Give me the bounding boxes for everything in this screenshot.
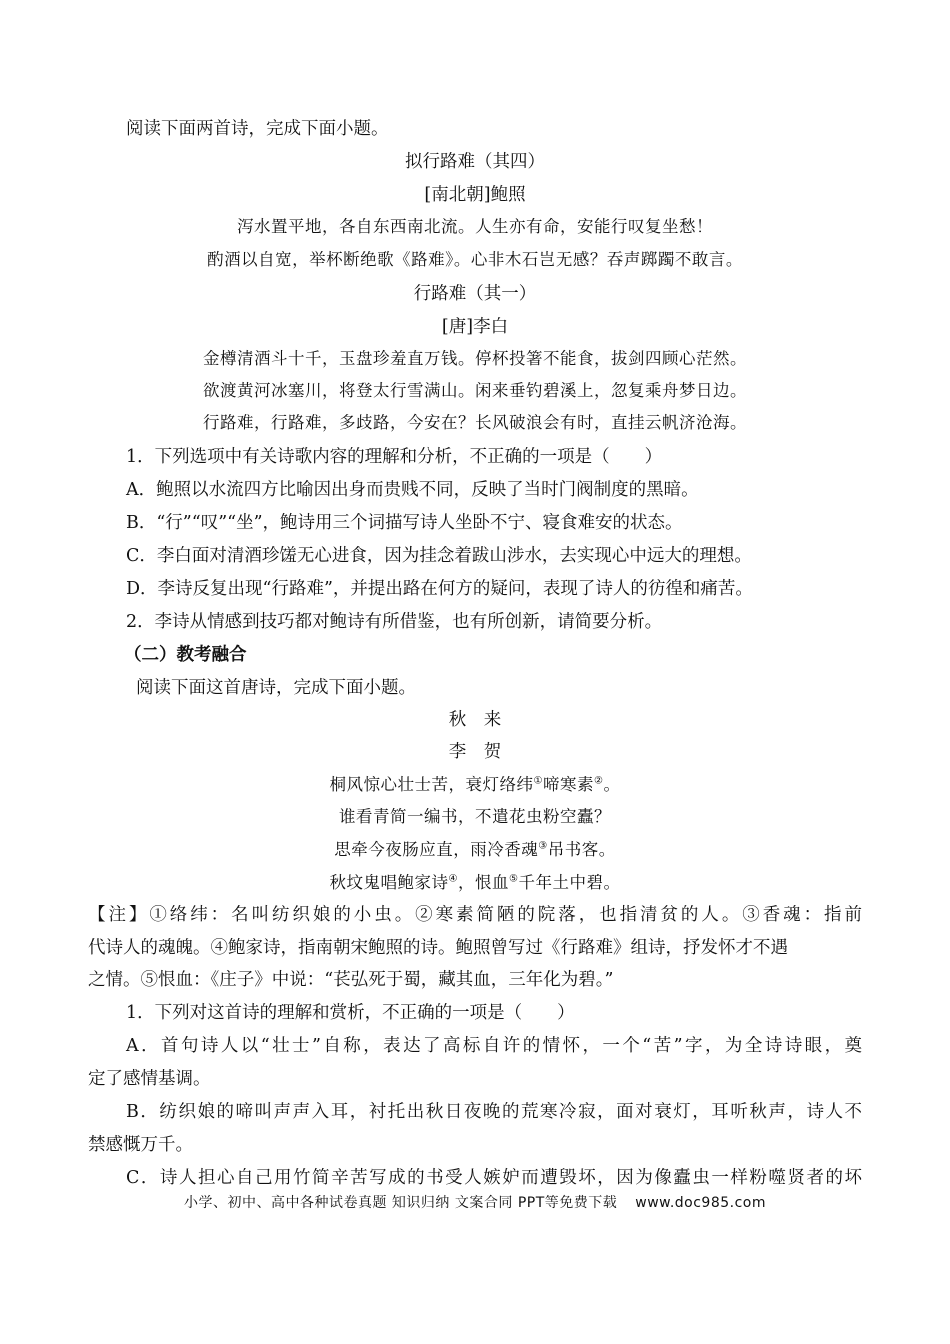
poem3-line: 秋坟鬼唱鲍家诗④，恨血⑤千年土中碧。: [329, 873, 621, 892]
option-b-line: 禁感慨万千。: [88, 1135, 193, 1155]
page-footer: [0, 1192, 950, 1212]
poem3-line: 桐风惊心壮士苦，衰灯络纬①啼寒素②。: [329, 775, 621, 794]
option-b-line: B．纺织娘的啼叫声声入耳，衬托出秋日夜晚的荒寒冷寂，面对衰灯，耳听秋声，诗人不: [126, 1102, 862, 1122]
option-a-line: 定了感情基调。: [88, 1069, 211, 1089]
footnote-marker: ②: [594, 775, 604, 787]
option-c-line: C．诗人担心自己用竹简辛苦写成的书受人嫉妒而遭毁坏，因为像蠹虫一样粉噬贤者的坏: [126, 1168, 862, 1188]
footnote-marker: ④: [448, 873, 458, 885]
poem3-line: 谁看青简一编书，不遣花虫粉空蠹？: [339, 807, 611, 826]
footnote-marker: ①: [533, 775, 543, 787]
poem1-line: 泻水置平地，各自东西南北流。人生亦有命，安能行叹复坐愁！: [237, 217, 713, 236]
poem2-line: 欲渡黄河冰塞川，将登太行雪满山。闲来垂钓碧溪上，忽复乘舟梦日边。: [203, 381, 747, 400]
footnote-marker: ⑤: [509, 873, 519, 885]
section2-heading: （二）教考融合: [124, 645, 247, 665]
option-a-line: A．首句诗人以“壮士”自称，表达了高标自许的情怀，一个“苦”字，为全诗诗眼，奠: [126, 1036, 862, 1056]
poem3-title: 秋 来: [448, 710, 502, 730]
poem2-title: 行路难（其一）: [413, 284, 537, 304]
poem1-author: [南北朝]鲍照: [424, 185, 526, 205]
footer-text: 小学、初中、高中各种试卷真题 知识归纳 文案合同 PPT等免费下载: [183, 1195, 618, 1211]
poem1-title: 拟行路难（其四）: [405, 152, 545, 172]
note-line: 代诗人的魂魄。④鲍家诗，指南朝宋鲍照的诗。鲍照曾写过《行路难》组诗，抒发怀才不遇: [88, 938, 788, 958]
footnote-marker: ③: [538, 840, 548, 852]
option-d: D．李诗反复出现“行路难”，并提出路在何方的疑问，表现了诗人的彷徨和痛苦。: [126, 579, 753, 599]
question-3: 1．下列对这首诗的理解和赏析，不正确的一项是（ ）: [126, 1003, 575, 1023]
option-b: B．“行”“叹”“坐”，鲍诗用三个词描写诗人坐卧不宁、寝食难安的状态。: [126, 513, 683, 533]
poem2-line: 金樽清酒斗十千，玉盘珍羞直万钱。停杯投箸不能食，拔剑四顾心茫然。: [203, 349, 747, 368]
footer-url[interactable]: www.doc985.com: [635, 1195, 767, 1211]
section2-intro: 阅读下面这首唐诗，完成下面小题。: [136, 678, 416, 698]
section1-intro: 阅读下面两首诗，完成下面小题。: [126, 119, 389, 139]
poem1-line: 酌酒以自宽，举杯断绝歌《路难》。心非木石岂无感？吞声踯躅不敢言。: [207, 250, 743, 269]
poem2-author: [唐]李白: [441, 317, 509, 337]
poem3-line: 思牵今夜肠应直，雨冷香魂③吊书客。: [334, 840, 616, 859]
note-line: 【注】①络纬：名叫纺织娘的小虫。②寒素简陋的院落，也指清贫的人。③香魂：指前: [88, 905, 862, 925]
question-2: 2．李诗从情感到技巧都对鲍诗有所借鉴，也有所创新，请简要分析。: [126, 612, 663, 632]
option-c: C．李白面对清酒珍馐无心进食，因为挂念着跋山涉水，去实现心中远大的理想。: [126, 546, 752, 566]
note-line: 之情。⑤恨血：《庄子》中说：“苌弘死于蜀，藏其血，三年化为碧。”: [88, 970, 614, 990]
poem3-author: 李 贺: [448, 742, 502, 762]
question-1: 1．下列选项中有关诗歌内容的理解和分析，不正确的一项是（ ）: [126, 447, 663, 467]
poem2-line: 行路难，行路难，多歧路，今安在？长风破浪会有时，直挂云帆济沧海。: [203, 413, 747, 432]
option-a: A．鲍照以水流四方比喻因出身而贵贱不同，反映了当时门阀制度的黑暗。: [126, 480, 699, 500]
